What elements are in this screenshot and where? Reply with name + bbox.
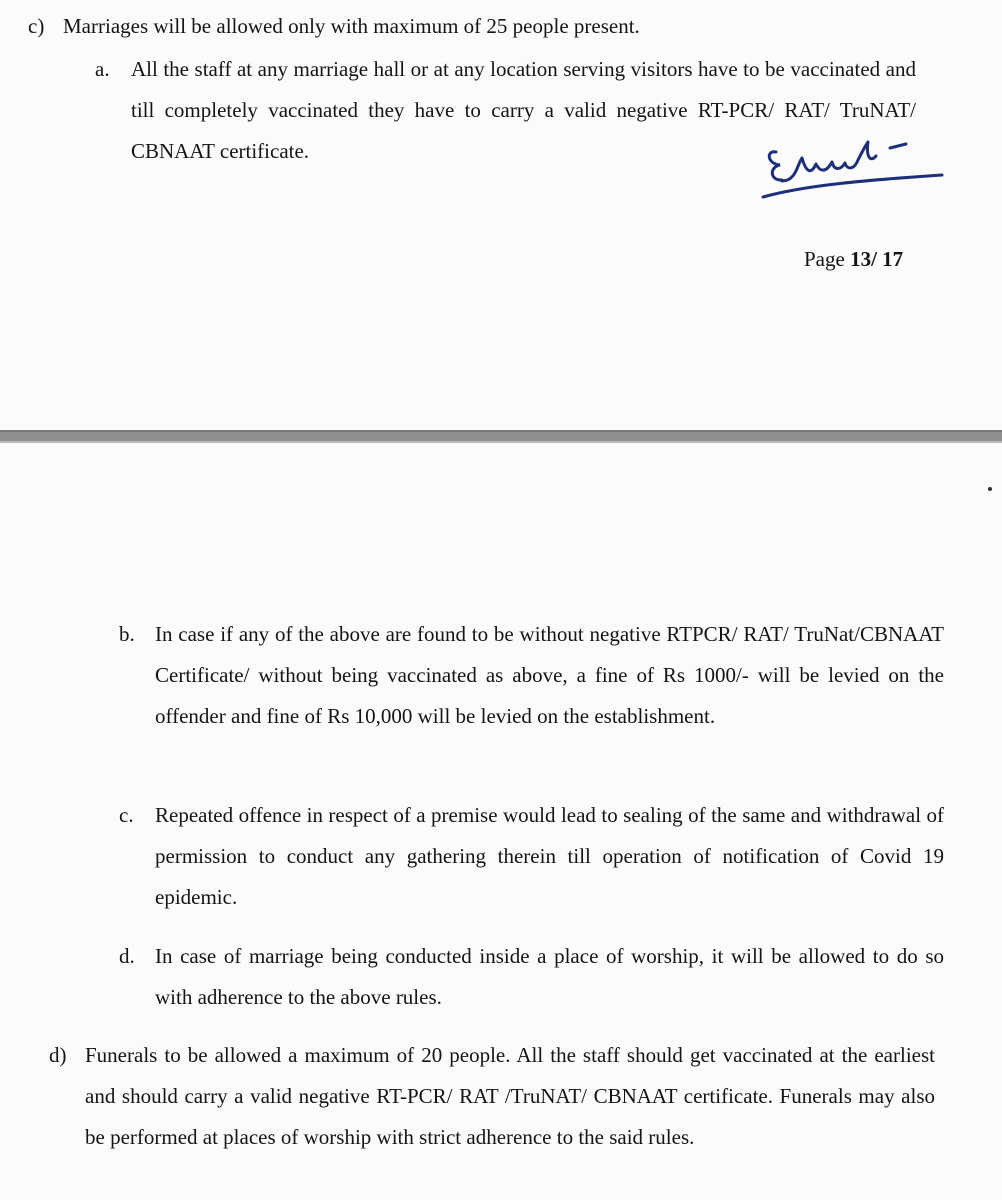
sub-a-body: All the staff at any marriage hall or at any location serving visitors have to be vaccinated and till completely vaccinated they have to carry a valid negative RT-PCR/ RAT/ TruNAT/ CBNAAT certificate. bbox=[131, 57, 916, 163]
item-c-text bbox=[63, 6, 823, 47]
signature-mark bbox=[758, 132, 948, 214]
page-separator bbox=[0, 430, 1002, 443]
sub-d-body: In case of marriage being conducted inside a place of worship, it will be allowed to do so with adherence to the above rules. bbox=[155, 944, 944, 1009]
upper-page bbox=[0, 0, 1002, 430]
item-d-body: Funerals to be allowed a maximum of 20 people. All the staff should get vaccinated at the earliest and should carry a valid negative RT-PCR/ RAT /TruNAT/ CBNAAT certificate. Funerals may also be performed at places of worship with strict adherence to the said rules. bbox=[85, 1043, 935, 1149]
lower-page bbox=[0, 443, 1002, 1200]
item-d-text bbox=[85, 1035, 935, 1158]
item-c-marker: c) bbox=[28, 14, 45, 38]
page-number bbox=[804, 244, 903, 274]
sub-d-marker: d. bbox=[119, 944, 135, 968]
page-label: Page bbox=[804, 247, 845, 271]
sub-b-text bbox=[155, 614, 944, 737]
sub-c-text bbox=[155, 795, 944, 918]
sub-a-marker: a. bbox=[95, 57, 110, 81]
sub-c-marker: c. bbox=[119, 803, 134, 827]
item-c-body: Marriages will be allowed only with maximum of 25 people present. bbox=[63, 14, 640, 38]
sub-b-body: In case if any of the above are found to be without negative RTPCR/ RAT/ TruNat/CBNAAT Certificate/ without being vaccinated as above, a fine of Rs 1000/- will be levied on the offender and fine of Rs 10,000 will be levied on the establishment. bbox=[155, 622, 944, 728]
sub-c-body: Repeated offence in respect of a premise would lead to sealing of the same and withdrawal of permission to conduct any gathering therein till operation of notification of Covid 19 epidemic. bbox=[155, 803, 944, 909]
sub-d-text bbox=[155, 936, 944, 1018]
item-d-marker: d) bbox=[49, 1043, 67, 1067]
scan-speck bbox=[988, 487, 992, 491]
page-count: 13/ 17 bbox=[850, 247, 904, 271]
sub-b-marker: b. bbox=[119, 622, 135, 646]
